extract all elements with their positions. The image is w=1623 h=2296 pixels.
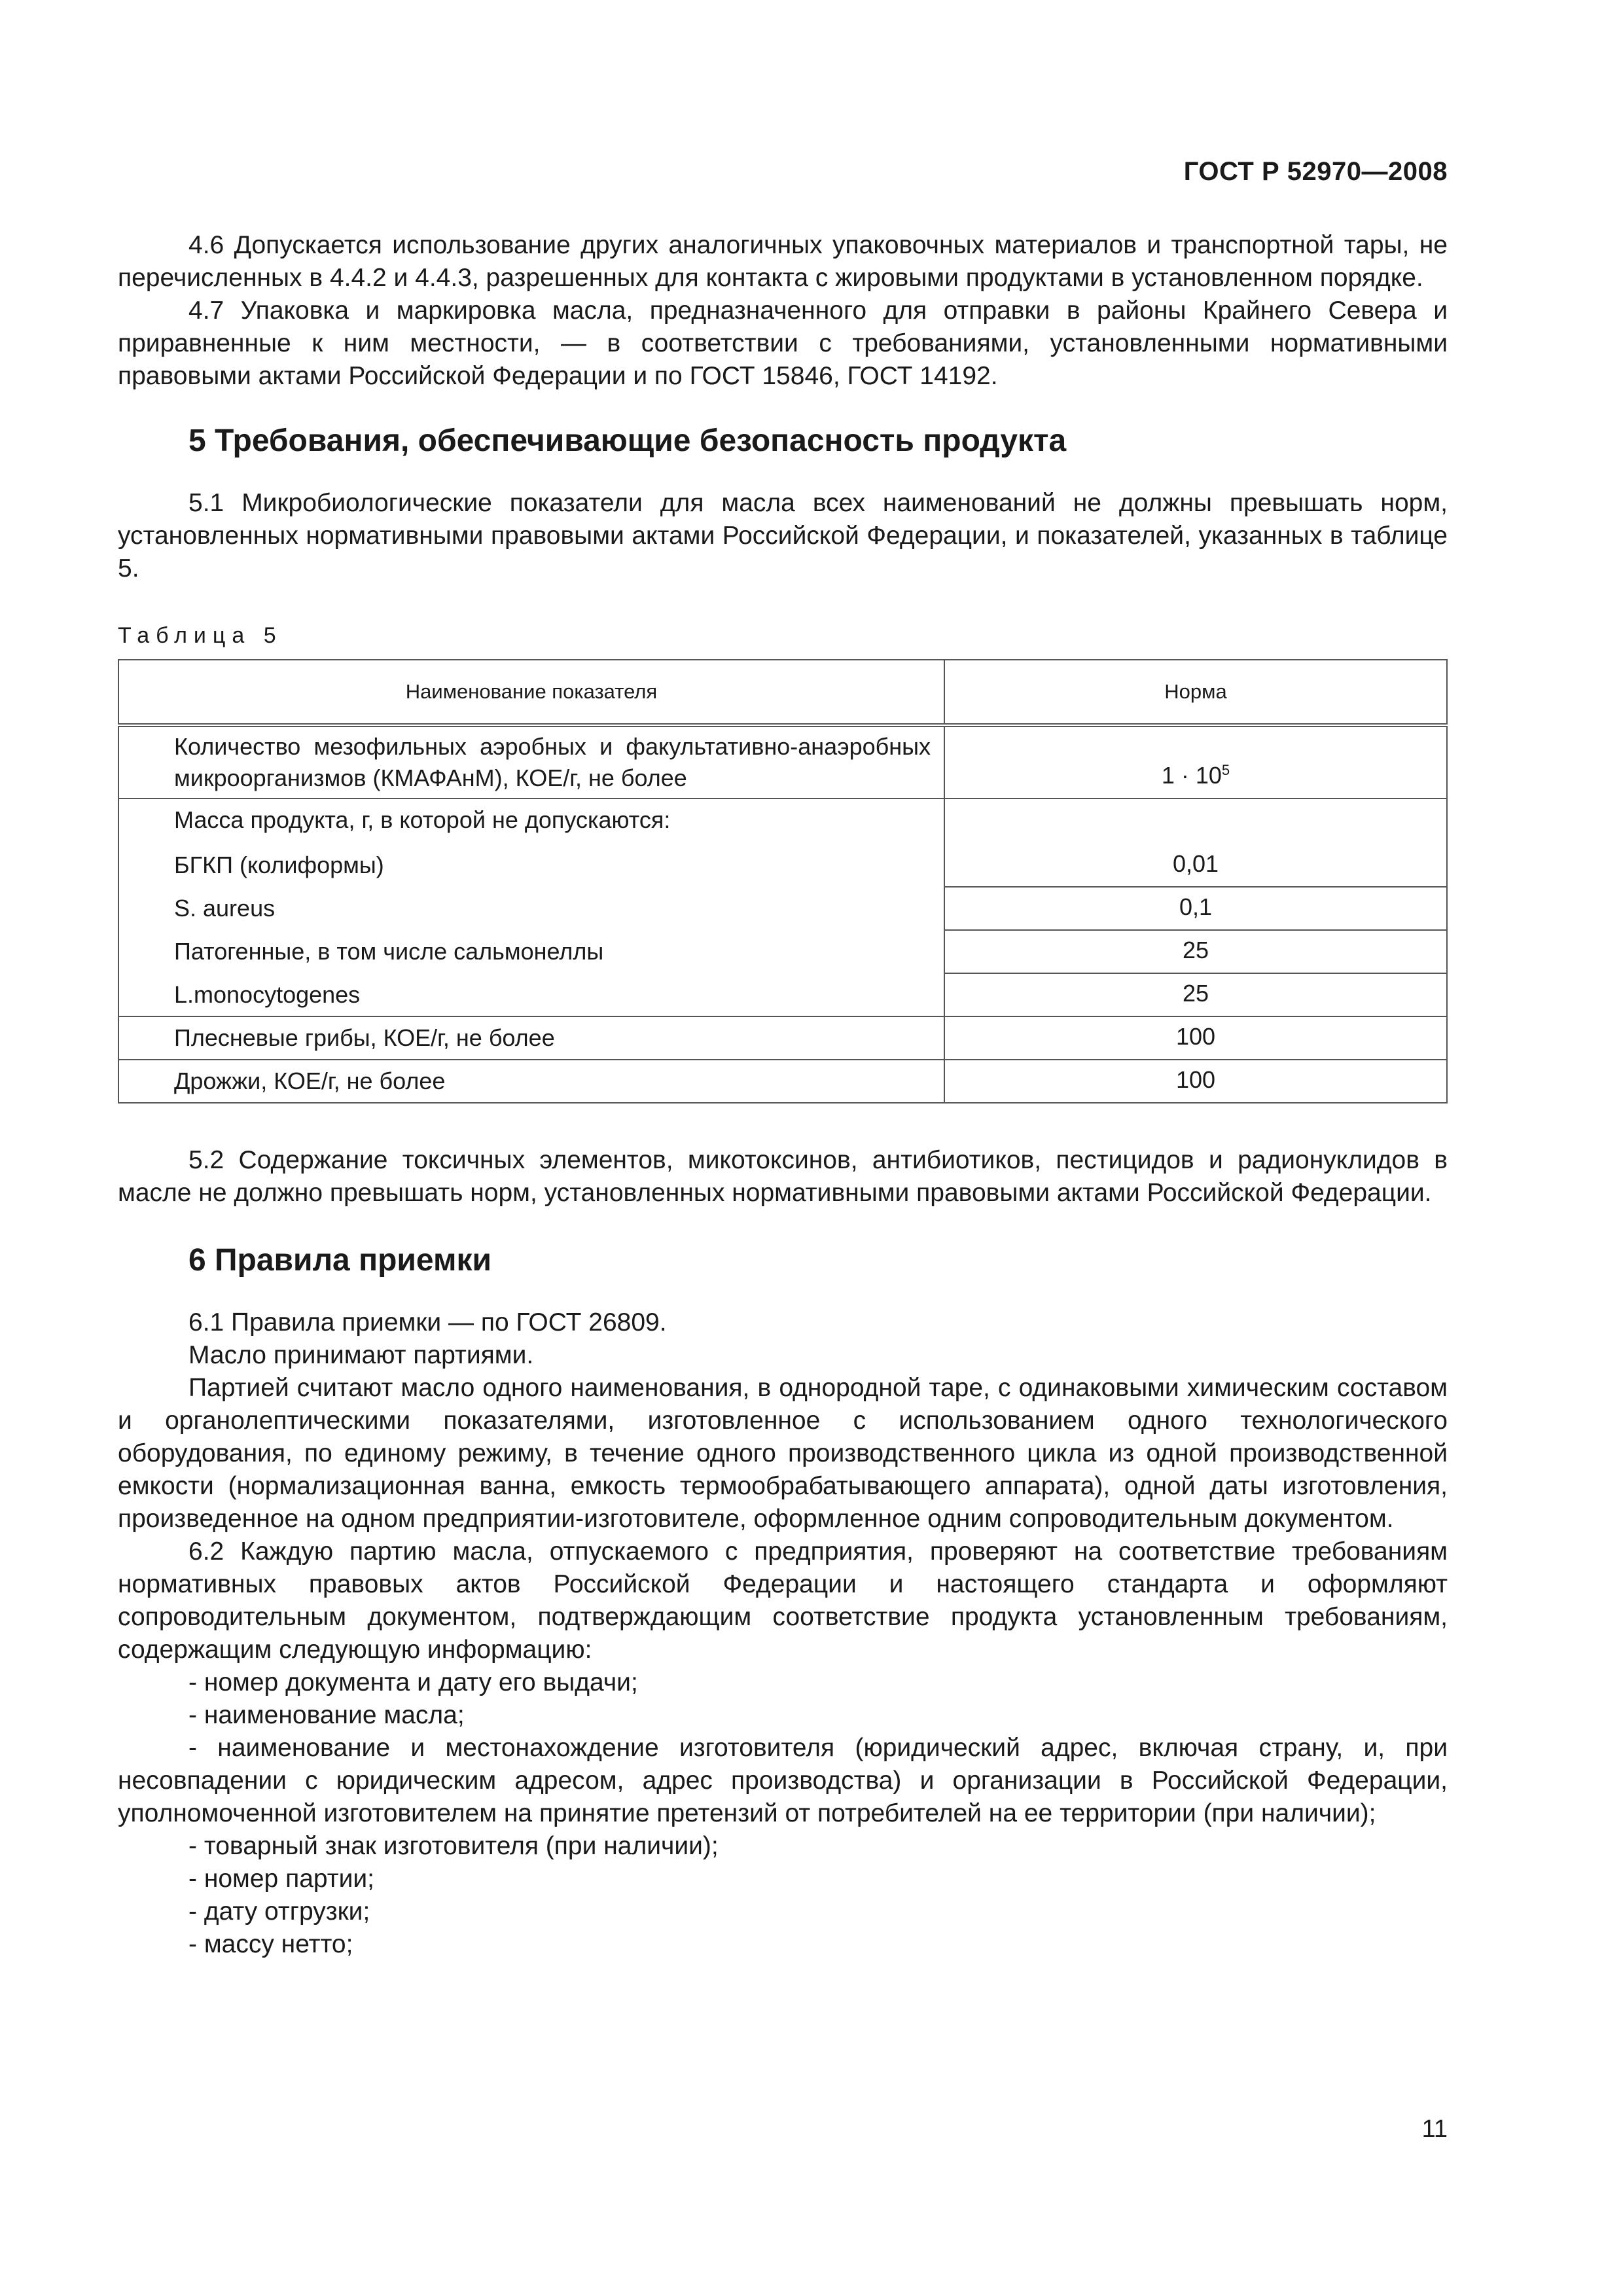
table-row bbox=[118, 1060, 1447, 1103]
row-value: 0,01 bbox=[944, 844, 1447, 887]
row-value bbox=[944, 725, 1447, 798]
value-exponent: 5 bbox=[1221, 762, 1230, 778]
table-5 bbox=[118, 659, 1448, 1103]
table-header-row bbox=[118, 660, 1447, 725]
column-header-name: Наименование показателя bbox=[118, 660, 944, 725]
list-item: - наименование и местонахождение изготовителя (юридический адрес, включая страну, и, при несовпадении с юридическим адресом, адрес производства) и организации в Российской Федерации, уполномоченной изготовителем на принятие претензий от потребителей на ее территории (при наличии); bbox=[118, 1734, 1448, 1827]
row-label: Плесневые грибы, КОЕ/г, не более bbox=[118, 1016, 944, 1060]
table-caption: Таблица 5 bbox=[118, 623, 283, 648]
row-label: S. aureus bbox=[118, 887, 944, 930]
document-body bbox=[118, 229, 1448, 1961]
row-label: БГКП (колиформы) bbox=[118, 844, 944, 887]
section-6-title: 6 Правила приемки bbox=[188, 1243, 492, 1278]
list-item: - массу нетто; bbox=[188, 1930, 353, 1958]
row-value: 0,1 bbox=[944, 887, 1447, 930]
paragraph-6-1-batches: Масло принимают партиями. bbox=[188, 1341, 534, 1369]
section-5-title: 5 Требования, обеспечивающие безопасность продукта bbox=[188, 423, 1067, 458]
value-base: 1 · 10 bbox=[1161, 762, 1222, 789]
row-label: Дрожжи, КОЕ/г, не более bbox=[118, 1060, 944, 1103]
row-label: Количество мезофильных аэробных и факультативно-анаэробных микроорганизмов (КМАФАнМ), КОЕ/г, не более bbox=[118, 725, 944, 798]
paragraph-6-1-batch-definition: Партией считают масло одного наименования, в однородной таре, с одинаковыми химическим составом и органолептическими показателями, изготовленное с использованием одного технологического оборудования, по единому режиму, в течение одного производственного цикла из одной производственной емкости (нормализационная ванна, емкость термообрабатывающего аппарата), одной даты изготовления, произведенное на одном предприятии-изготовителе, оформленное одним сопроводительным документом. bbox=[118, 1374, 1448, 1533]
row-label: Патогенные, в том числе сальмонеллы bbox=[118, 930, 944, 973]
list-item: - наименование масла; bbox=[188, 1701, 465, 1729]
table-row bbox=[118, 1016, 1447, 1060]
table-row bbox=[118, 844, 1447, 887]
table-row bbox=[118, 887, 1447, 930]
paragraph-5-1: 5.1 Микробиологические показатели для масла всех наименований не должны превышать норм, установленных нормативными правовыми актами Российской Федерации, и показателей, указанных в таблице 5. bbox=[118, 489, 1448, 583]
document-header: ГОСТ Р 52970—2008 bbox=[1183, 157, 1448, 186]
paragraph-4-6: 4.6 Допускается использование других аналогичных упаковочных материалов и транспортной тары, не перечисленных в 4.4.2 и 4.4.3, разрешенных для контакта с жировыми продуктами в установленном порядке. bbox=[118, 231, 1448, 292]
column-header-norm: Норма bbox=[944, 660, 1447, 725]
list-item: - номер документа и дату его выдачи; bbox=[188, 1668, 638, 1696]
paragraph-5-2: 5.2 Содержание токсичных элементов, микотоксинов, антибиотиков, пестицидов и радионуклидов в масле не должно превышать норм, установленных нормативными правовыми актами Российской Федерации. bbox=[118, 1146, 1448, 1207]
row-value: 25 bbox=[944, 973, 1447, 1016]
list-item: - дату отгрузки; bbox=[188, 1897, 370, 1926]
row-value: 100 bbox=[944, 1016, 1447, 1060]
paragraph-6-2: 6.2 Каждую партию масла, отпускаемого с предприятия, проверяют на соответствие требованиям нормативных правовых актов Российской Федерации и настоящего стандарта и оформляют сопроводительным документом, подтверждающим соответствие продукта установленным требованиям, содержащим следующую информацию: bbox=[118, 1537, 1448, 1664]
table-row bbox=[118, 973, 1447, 1016]
row-value-empty bbox=[944, 798, 1447, 844]
table-row bbox=[118, 930, 1447, 973]
row-value: 100 bbox=[944, 1060, 1447, 1103]
row-value: 25 bbox=[944, 930, 1447, 973]
table-row bbox=[118, 725, 1447, 798]
table-row bbox=[118, 798, 1447, 844]
row-label: L.monocytogenes bbox=[118, 973, 944, 1016]
list-item: - номер партии; bbox=[188, 1865, 374, 1893]
page-number: 11 bbox=[1421, 2115, 1448, 2143]
paragraph-4-7: 4.7 Упаковка и маркировка масла, предназначенного для отправки в районы Крайнего Севера и приравненные к ним местности, — в соответствии с требованиями, установленными нормативными правовыми актами Российской Федерации и по ГОСТ 15846, ГОСТ 14192. bbox=[118, 296, 1448, 390]
list-item: - товарный знак изготовителя (при наличии); bbox=[188, 1832, 719, 1860]
row-label: Масса продукта, г, в которой не допускаются: bbox=[118, 798, 944, 844]
paragraph-6-1: 6.1 Правила приемки — по ГОСТ 26809. bbox=[188, 1308, 667, 1336]
